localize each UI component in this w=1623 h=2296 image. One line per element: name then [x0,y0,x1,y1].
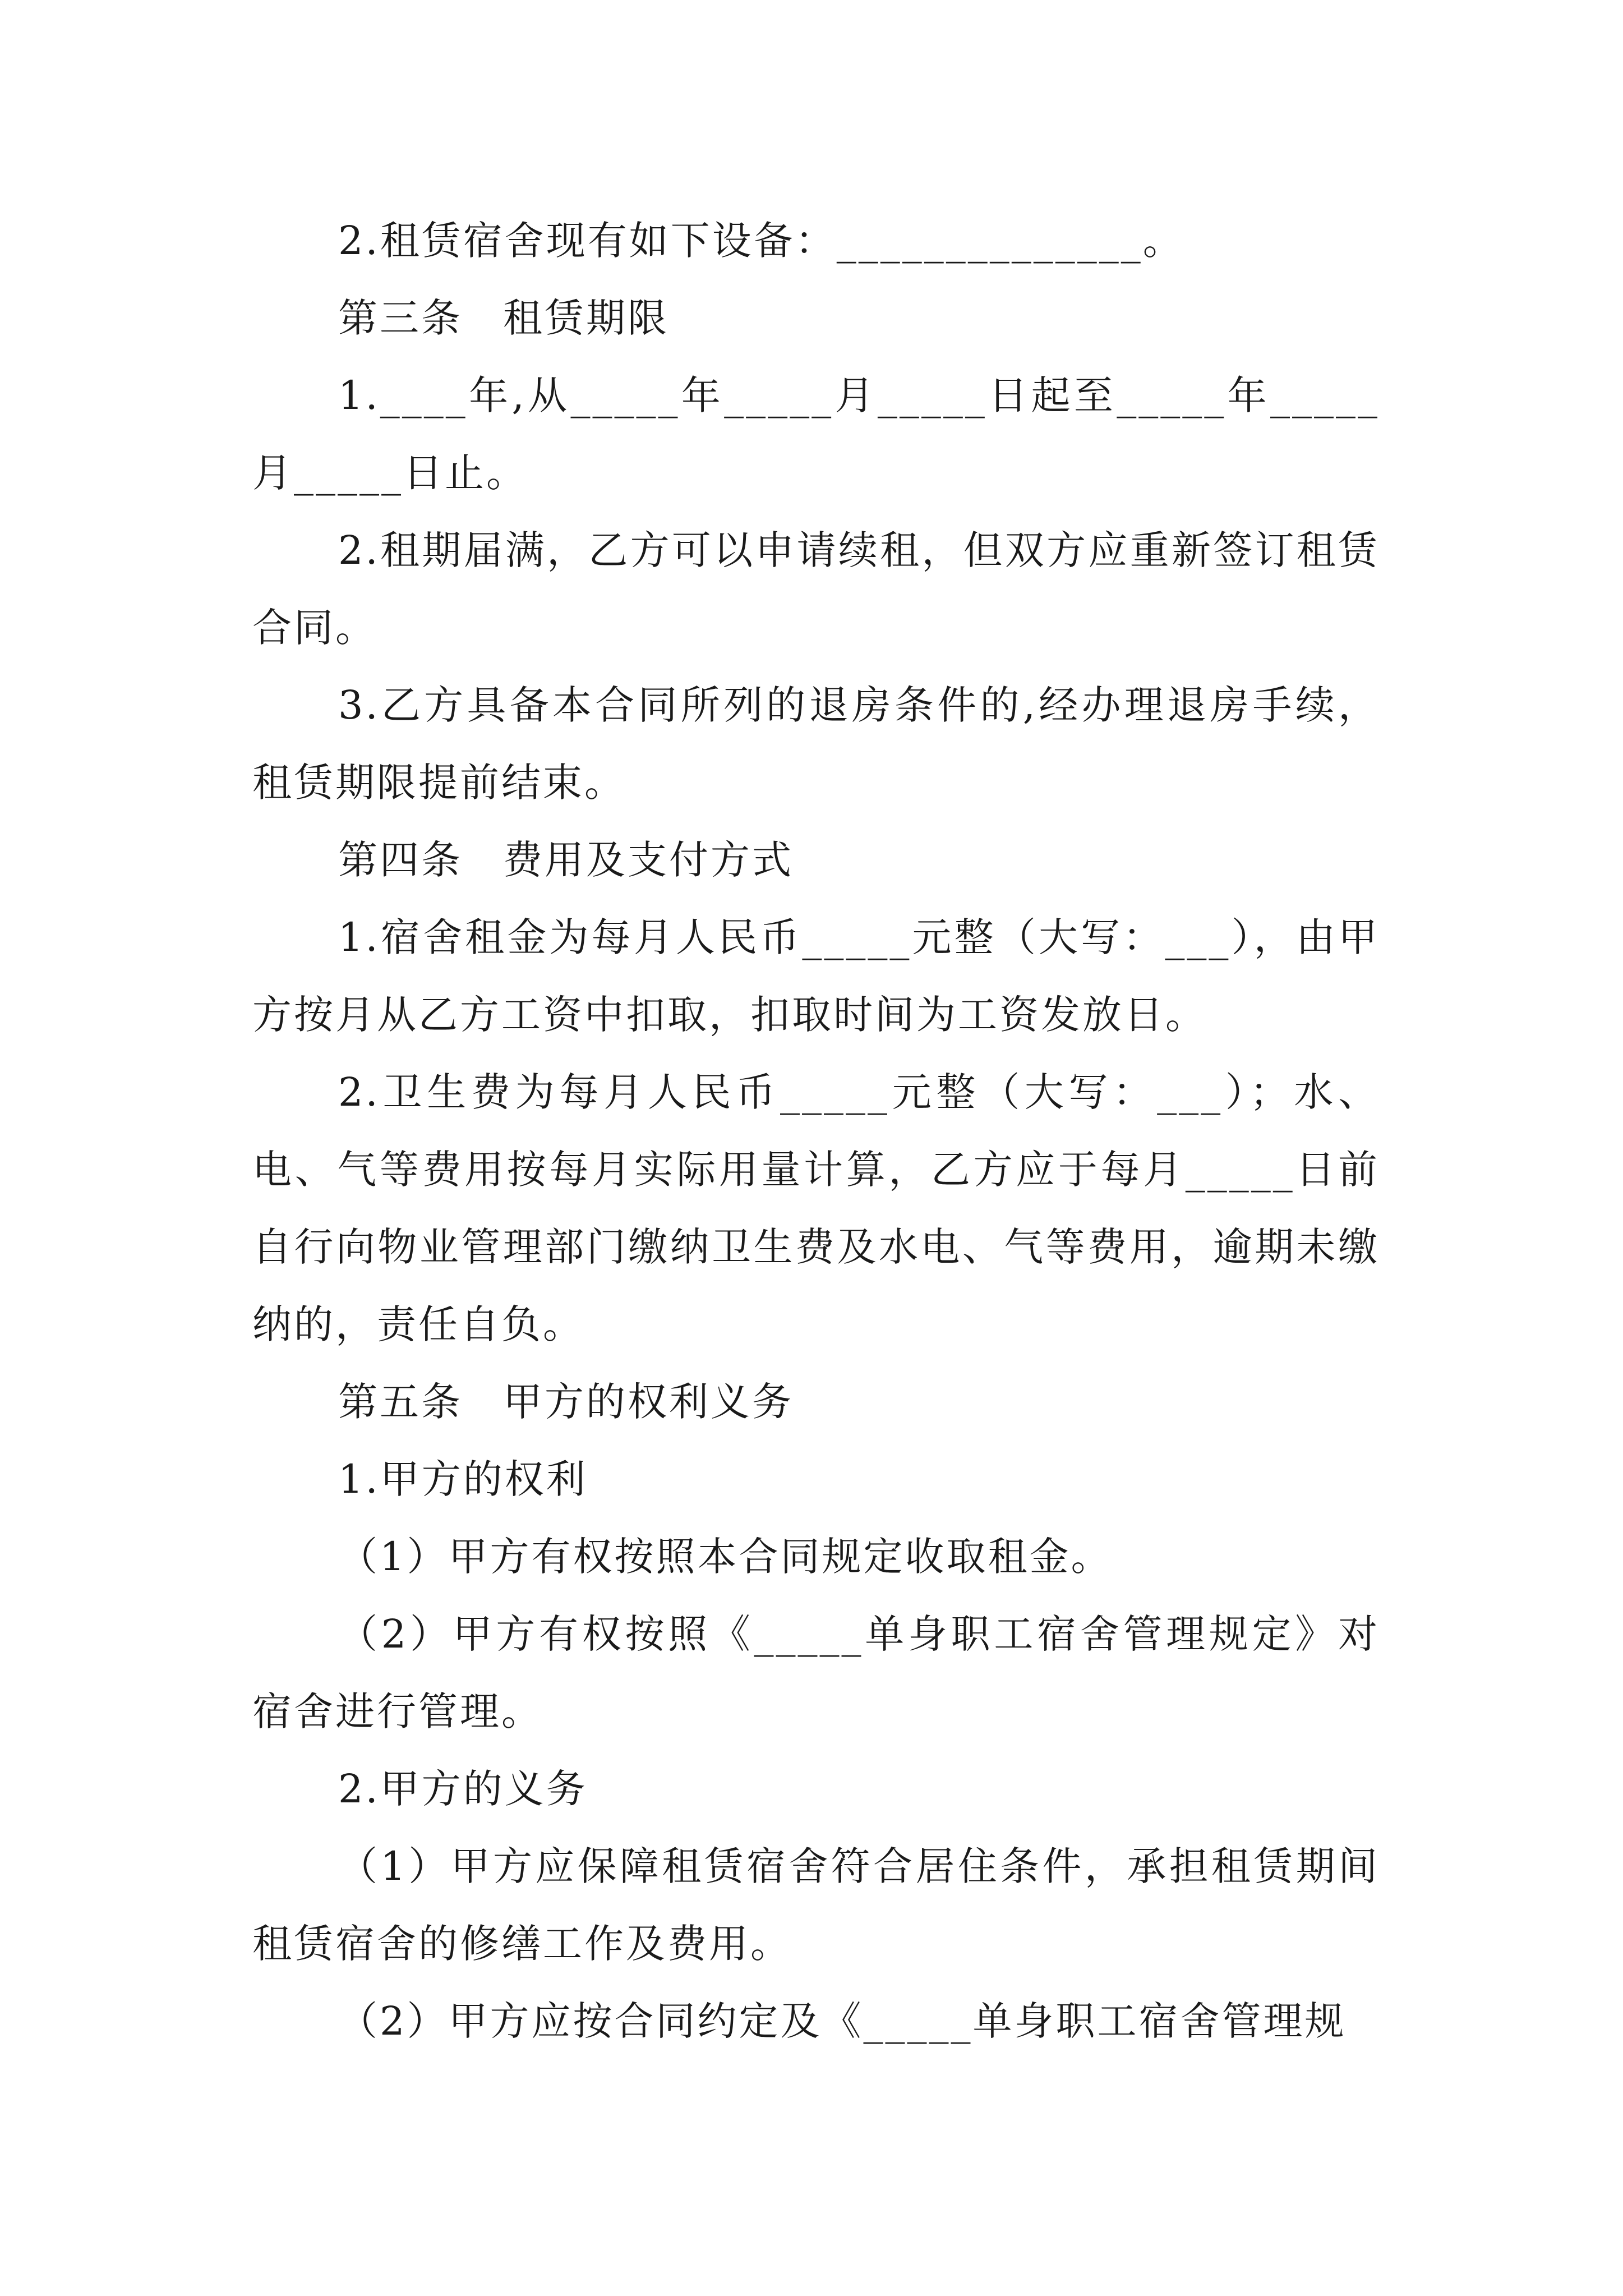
clause-2-renewal: 2.租期届满，乙方可以申请续租，但双方应重新签订租赁合同。 [252,527,1380,651]
clause-1-rent: 1.宿舍租金为每月人民币_____元整（大写：___），由甲方按月从乙方工资中扣取，扣取时间为工资发放日。 [252,914,1380,1038]
contract-body [252,202,1380,2060]
article-title: 甲方的权利义务 [503,1379,794,1425]
subclause-1-maintenance: （1）甲方应保障租赁宿舍符合居住条件，承担租赁期间租赁宿舍的修缮工作及费用。 [252,1843,1380,1967]
clause-2-obligations: 2.甲方的义务 [338,1766,588,1812]
article-3-heading [252,279,1380,357]
subclause-2-manage: （2）甲方有权按照《_____单身职工宿舍管理规定》对宿舍进行管理。 [252,1611,1380,1734]
article-number: 第五条 [338,1379,463,1425]
article-5-heading [252,1363,1380,1441]
article-4-heading [252,821,1380,899]
clause-1-term: 1.____年,从_____年_____月_____日起至_____年_____月_____日止。 [252,372,1380,496]
clause-2-fees: 2.卫生费为每月人民币_____元整（大写：___）；水、电、气等费用按每月实际用量计算，乙方应于每月_____日前自行向物业管理部门缴纳卫生费及水电、气等费用，逾期未缴纳的，责任自负。 [252,1069,1380,1347]
article-number: 第四条 [338,837,463,883]
article-number: 第三条 [338,295,463,341]
article-title: 费用及支付方式 [503,837,794,883]
clause-3-early-termination: 3.乙方具备本合同所列的退房条件的,经办理退房手续，租赁期限提前结束。 [252,682,1380,806]
subclause-2-agreement: （2）甲方应按合同约定及《_____单身职工宿舍管理规 [338,1998,1347,2044]
article-title: 租赁期限 [503,295,669,341]
subclause-1-collect-rent: （1）甲方有权按照本合同规定收取租金。 [338,1534,1113,1580]
clause-2-equipment: 2.租赁宿舍现有如下设备：______________。 [338,218,1184,264]
clause-1-rights: 1.甲方的权利 [338,1456,588,1502]
